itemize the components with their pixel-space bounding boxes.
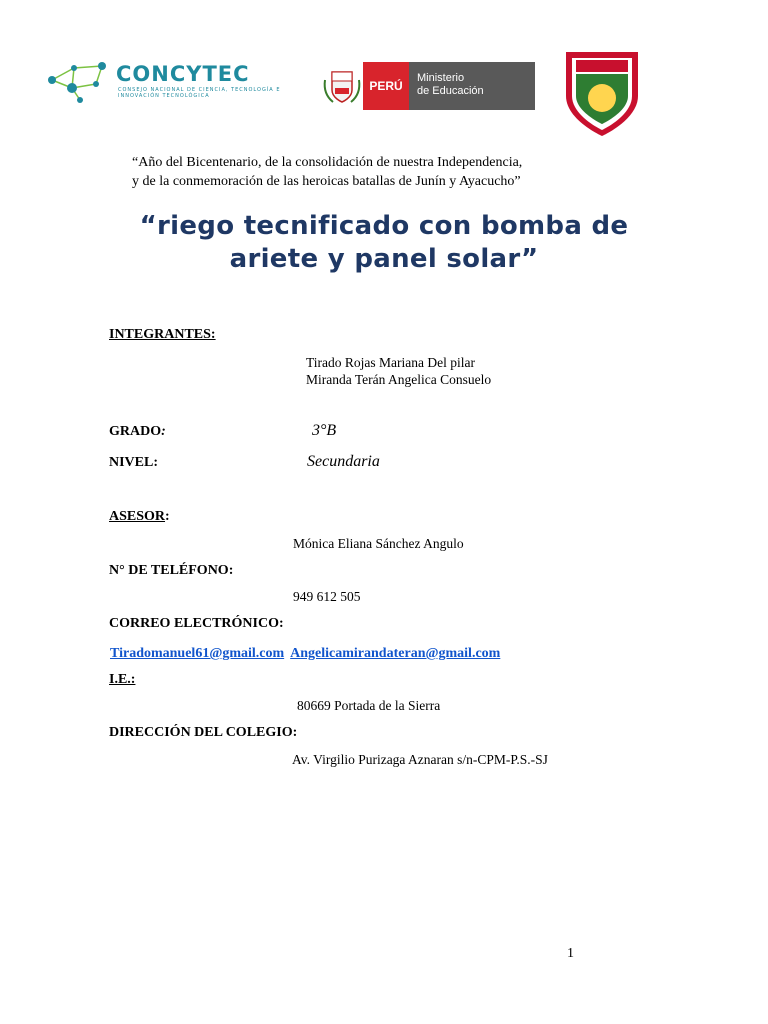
direccion-label: DIRECCIÓN DEL COLEGIO:: [109, 725, 298, 740]
nivel-label: NIVEL:: [109, 455, 159, 470]
integrantes-list: [306, 354, 491, 388]
nivel-value: Secundaria: [307, 453, 380, 470]
ministry-label: [409, 62, 535, 110]
telefono-value: 949 612 505: [293, 589, 361, 604]
grado-colon: :: [161, 424, 166, 439]
integrantes-label: INTEGRANTES:: [109, 327, 216, 342]
telefono-label: N° DE TELÉFONO:: [109, 563, 234, 578]
ie-label: I.E.:: [109, 672, 136, 687]
member-name: Miranda Terán Angelica Consuelo: [306, 372, 492, 387]
grado-value: 3°B: [312, 422, 337, 439]
asesor-label-text: ASESOR: [109, 509, 166, 524]
asesor-value: Mónica Eliana Sánchez Angulo: [293, 536, 464, 551]
asesor-label: [109, 509, 170, 525]
correo-label: CORREO ELECTRÓNICO:: [109, 616, 284, 631]
concytec-subtitle: CONSEJO NACIONAL DE CIENCIA, TECNOLOGÍA E INNOVACIÓN TECNOLÓGICA: [118, 87, 281, 99]
motto-line2: y de la conmemoración de las heroicas batallas de Junín y Ayacucho”: [132, 174, 521, 189]
page-number: 1: [567, 946, 574, 961]
ministry-line2: de Educación: [417, 85, 484, 97]
year-motto: [132, 153, 522, 191]
motto-line1: “Año del Bicentenario, de la consolidación de nuestra Independencia,: [132, 155, 523, 170]
title-line2: ariete y panel solar”: [229, 244, 539, 274]
email-link[interactable]: Tiradomanuel61@gmail.com: [110, 646, 285, 661]
project-title: [100, 210, 668, 276]
asesor-colon: :: [165, 509, 170, 524]
email-list: [110, 644, 500, 662]
concytec-logo: [44, 58, 314, 106]
title-line1: “riego tecnificado con bomba de: [139, 211, 629, 241]
minedu-logo: [321, 60, 537, 112]
email-link[interactable]: Angelicamirandateran@gmail.com: [290, 646, 501, 661]
peru-label: PERÚ: [363, 62, 409, 110]
peru-coat-of-arms-icon: [321, 60, 363, 112]
concytec-wordmark: CONCYTEC: [116, 62, 250, 86]
grado-label: [109, 424, 166, 440]
direccion-value: Av. Virgilio Purizaga Aznaran s/n-CPM-P.S.-SJ: [292, 752, 548, 767]
member-name: Tirado Rojas Mariana Del pilar: [306, 355, 475, 370]
ministry-line1: Ministerio: [417, 72, 465, 84]
ie-value: 80669 Portada de la Sierra: [297, 698, 441, 713]
network-icon: [44, 58, 114, 106]
grado-label-text: GRADO: [109, 424, 162, 439]
school-shield-logo: [562, 46, 642, 142]
